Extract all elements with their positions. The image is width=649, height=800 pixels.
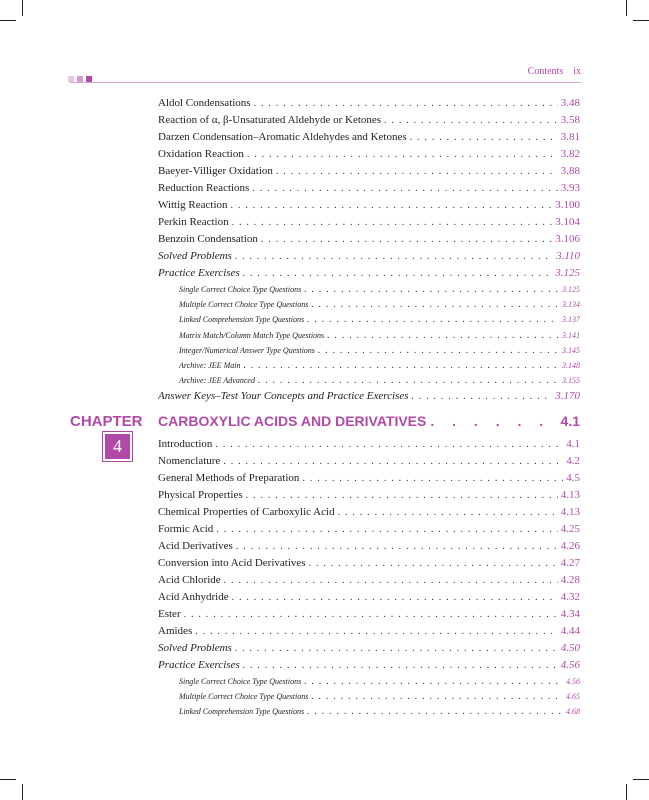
toc-entry-title: Benzoin Condensation <box>158 233 258 245</box>
toc-leader-dots <box>327 330 559 341</box>
toc-leader-dots <box>243 660 558 671</box>
running-header <box>0 60 649 86</box>
toc-entry-title: Wittig Reaction <box>158 199 228 211</box>
toc-entry-title: Practice Exercises <box>158 659 240 671</box>
toc-entry-title: Matrix Match/Column Match Type Questions <box>179 330 325 340</box>
toc-section-chapter-4 <box>158 438 580 722</box>
toc-leader-dots <box>236 541 558 552</box>
toc-entry-title: Acid Chloride <box>158 574 221 586</box>
chapter-title-row[interactable] <box>158 413 580 429</box>
toc-entry-page: 3.81 <box>560 131 580 143</box>
toc-entry[interactable] <box>158 314 580 329</box>
toc-leader-dots <box>309 558 558 569</box>
toc-leader-dots <box>258 375 559 386</box>
toc-entry-title: Physical Properties <box>158 489 243 501</box>
toc-entry-page: 3.82 <box>560 148 580 160</box>
toc-entry-title: Single Correct Choice Type Questions <box>179 285 302 294</box>
toc-leader-dots <box>252 183 557 194</box>
toc-entry-title: Ester <box>158 608 181 620</box>
toc-entry-title: Formic Acid <box>158 523 214 535</box>
toc-entry-title: Baeyer-Villiger Oxidation <box>158 165 273 177</box>
toc-leader-dots <box>318 345 559 356</box>
toc-entry-page: 3.170 <box>555 390 580 403</box>
toc-entry-title: Archive: JEE Main <box>179 360 241 370</box>
toc-entry[interactable] <box>158 557 580 574</box>
header-title: Contents <box>527 66 564 77</box>
toc-entry-page: 3.58 <box>560 114 580 126</box>
header-text <box>528 66 581 77</box>
toc-entry-page: 4.2 <box>566 455 580 467</box>
toc-entry-title: General Methods of Preparation <box>158 472 300 484</box>
toc-entry[interactable] <box>158 574 580 591</box>
toc-entry-title: Solved Problems <box>158 642 232 654</box>
toc-entry[interactable] <box>158 299 580 314</box>
toc-entry-page: 4.13 <box>560 489 580 501</box>
toc-entry[interactable] <box>158 523 580 540</box>
chapter-label: CHAPTER <box>70 413 143 430</box>
toc-leader-dots <box>247 149 558 160</box>
crop-mark <box>633 20 649 21</box>
toc-entry-title: Multiple Correct Choice Type Questions <box>179 300 309 310</box>
toc-entry-title: Solved Problems <box>158 250 232 262</box>
toc-entry[interactable] <box>158 131 580 148</box>
toc-entry-page: 4.50 <box>560 642 580 654</box>
toc-entry-title: Answer Keys–Test Your Concepts and Practice Exercises <box>158 390 409 403</box>
toc-leader-dots <box>223 456 563 467</box>
toc-leader-dots <box>410 132 558 143</box>
toc-entry-page: 4.65 <box>566 692 580 702</box>
toc-entry[interactable] <box>158 642 580 659</box>
toc-leader-dots <box>232 592 558 603</box>
toc-entry-page: 3.100 <box>555 199 580 211</box>
toc-entry-title: Chemical Properties of Carboxylic Acid <box>158 506 335 518</box>
toc-entry[interactable] <box>158 706 580 721</box>
toc-entry[interactable] <box>158 216 580 233</box>
toc-entry-page: 3.48 <box>560 97 580 109</box>
toc-entry[interactable] <box>158 360 580 375</box>
toc-entry-title: Linked Comprehension Type Questions <box>179 707 305 717</box>
crop-mark <box>22 0 23 16</box>
toc-entry[interactable] <box>158 165 580 182</box>
toc-entry-title: Amides <box>158 625 193 637</box>
toc-leader-dots <box>304 676 563 687</box>
toc-entry[interactable] <box>158 267 580 284</box>
toc-entry[interactable] <box>158 540 580 557</box>
chapter-leader-dots <box>426 413 560 429</box>
toc-entry-title: Multiple Correct Choice Type Questions <box>179 692 309 702</box>
toc-leader-dots <box>338 507 558 518</box>
crop-mark <box>22 784 23 800</box>
toc-leader-dots <box>243 360 559 371</box>
toc-entry-page: 3.145 <box>562 345 580 355</box>
toc-entry-page: 3.134 <box>562 300 580 310</box>
toc-entry[interactable] <box>158 691 580 706</box>
toc-entry[interactable] <box>158 233 580 250</box>
toc-entry-page: 3.106 <box>555 233 580 245</box>
toc-entry-page: 3.88 <box>560 165 580 177</box>
toc-entry-title: Integer/Numerical Answer Type Questions <box>179 345 315 355</box>
toc-entry-title: Oxidation Reaction <box>158 148 244 160</box>
toc-entry-page: 4.32 <box>560 591 580 603</box>
toc-entry-page: 3.141 <box>562 330 580 340</box>
toc-entry[interactable] <box>158 472 580 489</box>
toc-leader-dots <box>231 200 553 211</box>
toc-entry-title: Darzen Condensation–Aromatic Aldehydes and Ketones <box>158 131 407 143</box>
toc-leader-dots <box>307 706 563 717</box>
toc-leader-dots <box>246 490 558 501</box>
toc-leader-dots <box>224 575 558 586</box>
toc-entry[interactable] <box>158 489 580 506</box>
toc-leader-dots <box>216 524 557 535</box>
toc-entry-title: Acid Derivatives <box>158 540 233 552</box>
toc-entry-title: Nomenclature <box>158 455 221 467</box>
crop-mark <box>626 784 627 800</box>
toc-entry[interactable] <box>158 199 580 216</box>
chapter-page: 4.1 <box>560 413 580 429</box>
toc-leader-dots <box>254 98 558 109</box>
toc-entry-title: Aldol Condensations <box>158 97 251 109</box>
toc-entry[interactable] <box>158 148 580 165</box>
toc-entry-page: 4.44 <box>560 625 580 637</box>
toc-entry-title: Linked Comprehension Type Questions <box>179 315 305 325</box>
crop-mark <box>633 779 649 780</box>
toc-entry[interactable] <box>158 625 580 642</box>
toc-entry-page: 4.68 <box>566 707 580 717</box>
toc-entry-page: 4.5 <box>566 472 580 484</box>
toc-entry[interactable] <box>158 676 580 691</box>
toc-entry-page: 4.27 <box>560 557 580 569</box>
toc-entry-page: 4.25 <box>560 523 580 535</box>
crop-mark <box>0 779 16 780</box>
toc-entry[interactable] <box>158 608 580 625</box>
toc-leader-dots <box>235 251 553 262</box>
toc-entry[interactable] <box>158 591 580 608</box>
toc-leader-dots <box>195 626 558 637</box>
toc-entry-page: 4.34 <box>560 608 580 620</box>
toc-entry[interactable] <box>158 330 580 345</box>
toc-entry-title: Archive: JEE Advanced <box>179 376 255 386</box>
toc-leader-dots <box>384 115 558 126</box>
toc-leader-dots <box>215 439 563 450</box>
toc-entry[interactable] <box>158 182 580 199</box>
toc-leader-dots <box>184 609 558 620</box>
chapter-number-badge: 4 <box>104 433 131 460</box>
toc-leader-dots <box>235 643 558 654</box>
toc-leader-dots <box>232 217 553 228</box>
toc-entry-page: 3.104 <box>555 216 580 228</box>
toc-entry[interactable] <box>158 250 580 267</box>
toc-entry-page: 3.125 <box>562 285 580 294</box>
toc-entry[interactable] <box>158 284 580 299</box>
toc-leader-dots <box>276 166 558 177</box>
toc-entry[interactable] <box>158 97 580 114</box>
toc-entry[interactable] <box>158 455 580 472</box>
toc-entry-page: 4.13 <box>560 506 580 518</box>
toc-leader-dots <box>261 234 552 245</box>
toc-entry-page: 3.148 <box>562 360 580 370</box>
chapter-title: CARBOXYLIC ACIDS AND DERIVATIVES <box>158 413 427 429</box>
toc-leader-dots <box>311 691 563 702</box>
toc-entry-page: 3.93 <box>560 182 580 194</box>
toc-entry-title: Perkin Reaction <box>158 216 229 228</box>
toc-section-previous-chapter <box>158 97 580 407</box>
toc-entry[interactable] <box>158 659 580 676</box>
toc-entry[interactable] <box>158 390 580 407</box>
toc-leader-dots <box>311 299 559 310</box>
crop-mark <box>0 20 16 21</box>
toc-entry-title: Introduction <box>158 438 213 450</box>
toc-entry[interactable] <box>158 375 580 390</box>
toc-entry[interactable] <box>158 438 580 455</box>
toc-entry-page: 3.125 <box>555 267 580 279</box>
toc-entry-page: 4.1 <box>566 438 580 450</box>
toc-entry[interactable] <box>158 114 580 131</box>
toc-leader-dots <box>412 391 553 402</box>
crop-mark <box>626 0 627 16</box>
toc-entry-title: Acid Anhydride <box>158 591 229 603</box>
toc-entry-page: 4.28 <box>560 574 580 586</box>
toc-entry-page: 4.56 <box>560 659 580 671</box>
toc-entry-title: Reduction Reactions <box>158 182 250 194</box>
toc-entry-page: 3.137 <box>562 315 580 325</box>
header-page-number: ix <box>573 66 581 77</box>
header-rule <box>70 82 581 83</box>
toc-entry-page: 3.110 <box>556 250 580 262</box>
toc-entry[interactable] <box>158 506 580 523</box>
toc-entry-page: 3.155 <box>562 376 580 386</box>
toc-entry-title: Reaction of α, β-Unsaturated Aldehyde or Ketones <box>158 114 382 126</box>
toc-leader-dots <box>304 284 559 295</box>
toc-entry-title: Single Correct Choice Type Questions <box>179 677 302 686</box>
toc-entry-page: 4.56 <box>566 677 580 686</box>
toc-leader-dots <box>302 473 563 484</box>
toc-leader-dots <box>243 268 553 279</box>
toc-entry[interactable] <box>158 345 580 360</box>
toc-entry-title: Conversion into Acid Derivatives <box>158 557 306 569</box>
toc-entry-title: Practice Exercises <box>158 267 240 279</box>
toc-leader-dots <box>307 314 559 325</box>
toc-entry-page: 4.26 <box>560 540 580 552</box>
